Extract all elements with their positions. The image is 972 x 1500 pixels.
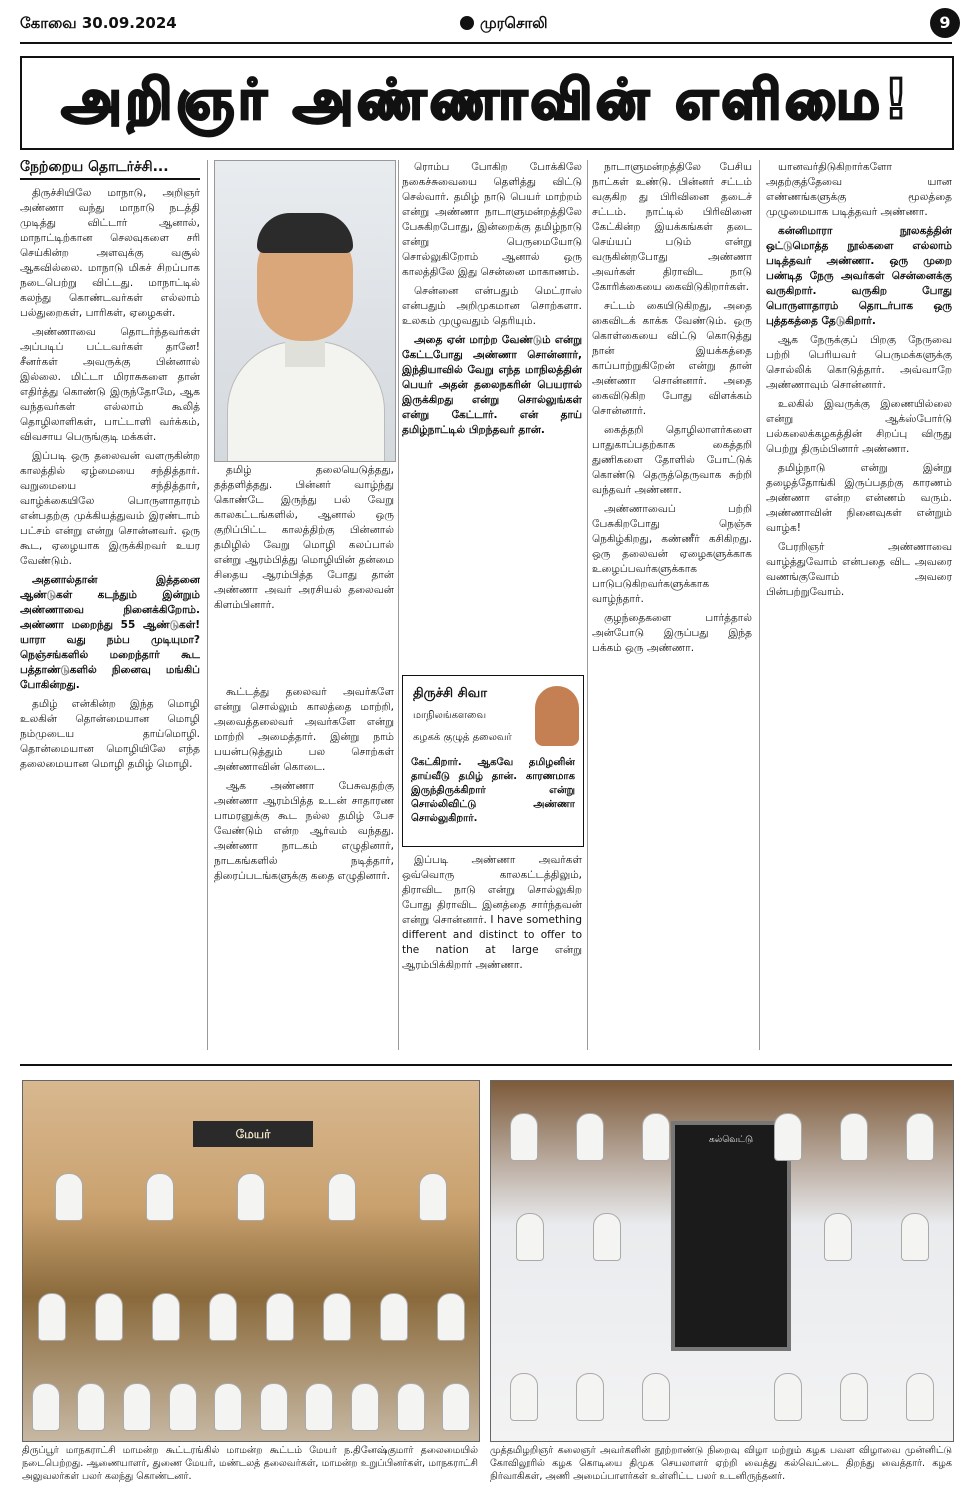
person-figure [824, 1213, 852, 1261]
paragraph: உலகில் இவருக்கு இணையில்லை என்று ஆக்ஸ்போர்டு பல்கலைக்கழகத்தின் சிறப்பு விருது பெற்று திரும்பினார் அண்ணா. [766, 398, 952, 455]
photo-caption-right: முத்தமிழறிஞர் கலைஞர் அவர்களின் நூற்றாண்டு நிறைவு விழா மற்றும் கழக பவள விழாவை முன்னிட்டு கோவிலூரில் கழக கொடியை திமுக செயலாளர் ஏற்றி வைத்து கல்வெட்டை திறந்து வைத்தார். கழக நிர்வாகிகள், அணி அமைப்பாளர்கள் உள்ளிட்ட பலர் உடனிருந்தனர். [490, 1445, 952, 1482]
person-figure [328, 1173, 356, 1221]
author-quote: கேட்கிறார். ஆகவே தமிழனின் தாய்வீடு தமிழ் தான். காரணமாக இருந்திருக்கிறார் என்று சொல்லிவிட்டு அண்ணா சொல்லுகிறார். [411, 757, 575, 824]
author-photo [535, 686, 579, 746]
person-figure [77, 1383, 105, 1431]
article-column-5 [766, 160, 952, 1050]
article-column-3 [402, 160, 582, 665]
page-number: 9 [930, 8, 960, 38]
mayor-sign: மேயர் [193, 1121, 313, 1147]
bottom-rule [20, 1064, 952, 1066]
bold-paragraph: அதை ஏன் மாற்ற வேண்டும் என்று கேட்டபோது அண்ணா சொன்னார், இந்தியாவில் வேறு எந்த மாநிலத்தின் பெயர் அதன் தலைநகரின் பெயரால் இருக்கிறது என்று சொல்லுங்கள் என்று கேட்டார். என் தாய் தமிழ்நாட்டில் பிறந்தவர் தான். [402, 334, 582, 436]
person-figure [146, 1173, 174, 1221]
person-figure [214, 1383, 242, 1431]
people-row [491, 1361, 953, 1421]
paragraph: யானவர்திடுகிறார்களோ அதற்குத்தேவை யான எண்ணங்களுக்கு மூலத்தை முழுமையாக படித்தவர் அண்ணா. [766, 161, 952, 218]
paragraph: ஆக அண்ணா பேசுவதற்கு அண்ணா ஆரம்பித்த உடன் சாதாரண பாமரனுக்கு கூட நல்ல தமிழ் பேச வேண்டும் என்ற ஆர்வம் வந்தது. அண்ணா நாடகம் எழுதினார், நாடகங்களில் நடித்தார், திரைப்படங்களுக்கு கதை எழுதினார். [214, 780, 394, 882]
section-tag: நேற்றைய தொடர்ச்சி... [20, 160, 200, 180]
person-figure [169, 1383, 197, 1431]
person-figure [95, 1293, 123, 1341]
person-figure [437, 1293, 465, 1341]
person-figure [419, 1173, 447, 1221]
author-name: திருச்சி சிவா [413, 686, 488, 701]
paper-name-text: முரசொலி [480, 14, 548, 32]
paragraph: சென்னை என்பதும் மெட்ராஸ் என்பதும் அறிமுகமான சொற்களா. உலகம் முழுவதும் தெரியும். [402, 285, 582, 327]
person-figure [260, 1383, 288, 1431]
column-divider [398, 160, 399, 1050]
person-figure [774, 1373, 802, 1421]
paragraph: இப்படி ஒரு தலைவன் வளருகின்ற காலத்தில் ஏழ்மையை சந்தித்தார். வறுமையை சந்தித்தார், வாழ்க்கையிலே பொருளாதாரம் என்பதற்கு முக்கியத்துவம் இரண்டாம் பட்சம் என்று என்று சொன்னவர். ஒரு கூட, ஏழையாக இருக்கிறவர் உயர வேண்டும். [20, 450, 200, 567]
paragraph: அண்ணாவைப் பற்றி பேசுகிறபோது நெஞ்சு நெகிழ்கிறது, கண்ணீர் கசிகிறது. ஒரு தலைவன் ஏழைகளுக்காக உழைப்பவர்களுக்காக பாடுபடுகிறவர்களுக்காக வாழ்ந்தார். [592, 503, 752, 605]
person-figure [840, 1373, 868, 1421]
article-column-2 [214, 685, 394, 1050]
person-figure [209, 1293, 237, 1341]
person-figure [55, 1173, 83, 1221]
people-row [23, 1281, 479, 1341]
paragraph: தமிழ் என்கின்ற இந்த மொழி உலகின் தொன்மையான மொழி நம்முடைய தாய்மொழி. தொன்மையான மொழியிலே எந்த தலைமையான மொழி தமிழ் மொழி. [20, 698, 200, 770]
bold-paragraph: அதனால்தான் இத்தனை ஆண்டுகள் கடந்தும் இன்றும் அண்ணாவை நினைக்கிறோம். அண்ணா மறைந்து 55 ஆண்டுகள்! யாரா வது நம்ப முடியுமா? நெஞ்சங்களில் மறைந்தார் கூட பத்தாண்டுகளில் நினைவு மங்கிப் போகின்றது. [20, 574, 200, 691]
author-org: கழகக் குழுத் தலைவர் [413, 732, 512, 743]
person-figure [152, 1293, 180, 1341]
paragraph: அண்ணாவை தொடர்ந்தவர்கள் அப்படிப் பட்டவர்கள் தானே! சீனர்கள் அவருக்கு பின்னால் இல்லை. மிட்டா மிராசுகளை தான் எதிர்த்து கொண்டு இருந்தோமே, ஆக வந்தவர்கள் எல்லாம் கூலித் தொழிலாளிகள், பாட்டாளி வர்க்கம், விவசாய பெருங்குடி மக்கள். [20, 326, 200, 443]
paragraph: திருச்சியிலே மாநாடு, அறிஞர் அண்ணா வந்து மாநாடு நடத்தி முடித்து விட்டார் ஆனால், மாநாட்டிற்கான செலவுகளை சரி செய்கின்ற அளவுக்கு வசூல் ஆகவில்லை. மாநாடு மிகச் சிறப்பாக நடைபெற்று விட்டது. மாநாட்டில் கலந்து கொண்டவர்கள் எல்லாம் பல்துறைகள், பாரிகள், ஏழைகள். [20, 187, 200, 319]
paragraph: கைத்தறி தொழிலாளர்களை பாதுகாப்பதற்காக கைத்தறி துணிகளை தோளில் போட்டுக் கொண்டு தெருத்தெருவாக சுற்றி வந்தவர் அண்ணா. [592, 424, 752, 496]
person-figure [442, 1383, 470, 1431]
masthead [20, 8, 960, 38]
paper-logo-icon [460, 16, 474, 30]
person-figure [380, 1293, 408, 1341]
city-date: கோவை 30.09.2024 [20, 14, 177, 32]
paragraph: ரொம்ப போகிற போக்கிலே நகைச்சுவையை தெளித்து விட்டு செல்வார். தமிழ் நாடு பெயர் மாற்றம் என்று அண்ணா நாடாளுமன்றத்திலே பேசுகிறபோது, இன்றைக்கு தமிழ்நாடு என்று பெருமையோடு சொல்லுகிறோம் ஆனால் ஒரு காலத்திலே இது சென்னை மாகாணம். [402, 161, 582, 278]
paragraph: ஆக நேருக்குப் பிறகு நேருவை பற்றி பெரியவர் பெருமக்களுக்கு சொல்லிக் கொடுத்தார். அவ்வாறே அண்ணாவும் சொன்னார். [766, 334, 952, 391]
anna-portrait [214, 160, 396, 462]
person-figure [305, 1383, 333, 1431]
article-column-2-top [214, 463, 394, 683]
column-divider [207, 160, 208, 1050]
paragraph: இப்படி அண்ணா அவர்கள் ஒவ்வொரு காலகட்டத்திலும், திராவிட நாடு என்று சொல்லுகிற போது திராவிட இனத்தை சார்ந்தவன் என்று சொன்னார். I have something different and distinct to offer to the nation at large என்று ஆரம்பிக்கிறார் அண்ணா. [402, 854, 582, 971]
person-figure [510, 1373, 538, 1421]
person-figure [576, 1373, 604, 1421]
masthead-rule [20, 42, 952, 44]
author-box [402, 675, 584, 847]
author-role: மாநிலங்களவை [413, 710, 487, 721]
council-meeting-photo [22, 1080, 480, 1442]
person-figure [323, 1293, 351, 1341]
bold-paragraph: கன்னிமாரா நூலகத்தின் ஒட்டுமொத்த நூல்களை எல்லாம் படித்தவர் அண்ணா. ஒரு முறை பண்டித நேரு அவர்கள் சென்னைக்கு வருகிறார். வருகிற போது பொருளாதாரம் தொடர்பாக ஒரு புத்தகத்தை தேடுகிறார். [766, 225, 952, 327]
people-row [491, 1101, 953, 1161]
person-figure [32, 1383, 60, 1431]
person-figure [774, 1113, 802, 1161]
person-figure [351, 1383, 379, 1431]
stone-plaque: கல்வெட்டு [671, 1121, 791, 1351]
portrait-collar [285, 337, 325, 367]
column-divider [587, 160, 588, 1050]
article-column-1 [20, 160, 200, 1050]
person-figure [906, 1373, 934, 1421]
paragraph: குழந்தைகளை பார்த்தால் அன்போடு இருப்பது இந்த பக்கம் ஒரு அண்ணா. [592, 612, 752, 654]
person-figure [397, 1383, 425, 1431]
person-figure [642, 1113, 670, 1161]
person-figure [906, 1113, 934, 1161]
article-column-4 [592, 160, 752, 1050]
portrait-hair [257, 213, 353, 253]
paragraph: தமிழ் தலையெடுத்தது, தத்தளித்தது. பின்னர் வாழ்ந்து கொண்டே இருந்து பல் வேறு காலகட்டங்களில், ஆனால் ஒரு குறிப்பிட்ட காலத்திற்கு பின்னால் தமிழில் வேறு மொழி கலப்பால் என்று ஆரம்பித்து மொழியின் தன்மை சிதைய ஆரம்பித்த போது தான் அண்ணா அவர் அரசியல் தலைவன் கிளம்பினார். [214, 464, 394, 611]
person-figure [510, 1113, 538, 1161]
headline: அறிஞர் அண்ணாவின் எளிமை! [61, 67, 913, 131]
person-figure [123, 1383, 151, 1431]
paragraph: தமிழ்நாடு என்று இன்று தழைத்தோங்கி இருப்பதற்கு காரணம் அண்ணா என்ற என்ணம் வரும். அண்ணாவின் நினைவுகள் என்றும் வாழ்க! [766, 462, 952, 534]
headline-box [20, 56, 954, 150]
paper-name [460, 14, 548, 34]
person-figure [642, 1373, 670, 1421]
article-column-3-bottom [402, 853, 582, 1050]
people-row [23, 1161, 479, 1221]
paragraph: பேரறிஞர் அண்ணாவை வாழ்த்துவோம் என்பதை விட அவரை வணங்குவோம் அவரை பின்பற்றுவோம். [766, 541, 952, 598]
photo-caption-left: திருப்பூர் மாநகராட்சி மாமன்ற கூட்டரங்கில் மாமன்ற கூட்டம் மேயர் ந.தினேஷ்குமார் தலைமையில் நடைபெற்றது. ஆணையாளர், துணை மேயர், மண்டலத் தலைவர்கள், மாமன்ற உறுப்பினர்கள், மாநகராட்சி அலுவலர்கள் பலர் கலந்து கொண்டனர். [22, 1445, 478, 1482]
person-figure [516, 1213, 544, 1261]
person-figure [576, 1113, 604, 1161]
plaque-inauguration-photo [490, 1080, 954, 1442]
paragraph: சட்டம் கையிடுகிறது, அதை கைவிடக் காக்க வேண்டும். ஒரு கொள்கையை விட்டு கொடுத்து நான் இயக்கத்தை காப்பாற்றுகிறேன் என்று தான் அண்ணா சொன்னார். அதை கைவிடுகிற போது விளக்கம் சொன்னார். [592, 300, 752, 417]
person-figure [901, 1213, 929, 1261]
person-figure [266, 1293, 294, 1341]
people-row [491, 1201, 953, 1261]
person-figure [38, 1293, 66, 1341]
person-figure [237, 1173, 265, 1221]
people-row [23, 1371, 479, 1431]
person-figure [593, 1213, 621, 1261]
person-figure [840, 1113, 868, 1161]
paragraph: கூட்டத்து தலைவர் அவர்களே என்று சொல்லும் காலத்தை மாற்றி, அவைத்தலைவர் அவர்களே என்று மாற்றி அமைத்தார். இன்று நாம் பயன்படுத்தும் பல சொற்கள் அண்ணாவின் கொடை. [214, 686, 394, 773]
column-divider [759, 160, 760, 1050]
paragraph: நாடாளுமன்றத்திலே பேசிய நாட்கள் உண்டு. பின்னர் சட்டம் வகுகிற து பிரிவினை தடைச் சட்டம். நாட்டில் பிரிவினை கேட்கின்ற இயக்கங்கள் தடை செய்யப் படும் என்று வருகின்றபோது அண்ணா அவர்கள் திராவிட நாடு கோரிக்கையை கைவிடுகிறார்கள். [592, 161, 752, 293]
